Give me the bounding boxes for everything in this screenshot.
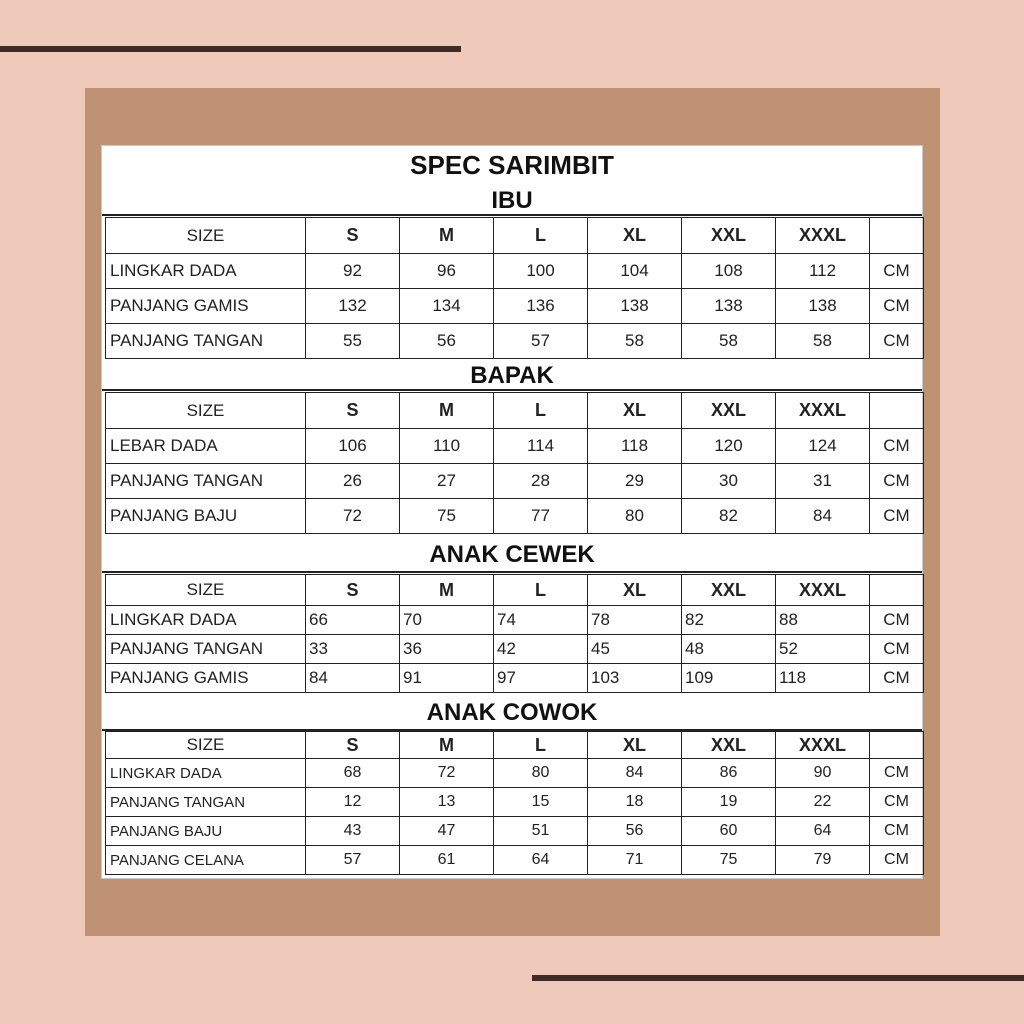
cell: 72 bbox=[306, 499, 400, 534]
cell: 28 bbox=[494, 464, 588, 499]
cell: 64 bbox=[776, 817, 870, 846]
cell: 56 bbox=[400, 324, 494, 359]
table-anak-cowok bbox=[105, 731, 924, 875]
cell: 124 bbox=[776, 429, 870, 464]
cell: 19 bbox=[682, 788, 776, 817]
unit-cell: CM bbox=[870, 429, 924, 464]
row-label: PANJANG BAJU bbox=[106, 817, 306, 846]
cell: 48 bbox=[682, 635, 776, 664]
size-header: SIZE bbox=[106, 575, 306, 606]
cell: 84 bbox=[588, 759, 682, 788]
cell: 106 bbox=[306, 429, 400, 464]
cell: 61 bbox=[400, 846, 494, 875]
size-m: M bbox=[400, 732, 494, 759]
cell: 138 bbox=[682, 289, 776, 324]
size-header: SIZE bbox=[106, 218, 306, 254]
unit-header-empty bbox=[870, 218, 924, 254]
cell: 132 bbox=[306, 289, 400, 324]
cell: 77 bbox=[494, 499, 588, 534]
cell: 97 bbox=[494, 664, 588, 693]
cell: 136 bbox=[494, 289, 588, 324]
cell: 12 bbox=[306, 788, 400, 817]
row-label: PANJANG GAMIS bbox=[106, 289, 306, 324]
cell: 100 bbox=[494, 254, 588, 289]
cell: 43 bbox=[306, 817, 400, 846]
table-row bbox=[106, 664, 924, 693]
row-label: PANJANG CELANA bbox=[106, 846, 306, 875]
cell: 91 bbox=[400, 664, 494, 693]
size-xxl: XXL bbox=[682, 218, 776, 254]
cell: 33 bbox=[306, 635, 400, 664]
table-row bbox=[106, 429, 924, 464]
cell: 88 bbox=[776, 606, 870, 635]
table-header-row bbox=[106, 732, 924, 759]
cell: 18 bbox=[588, 788, 682, 817]
row-label: PANJANG TANGAN bbox=[106, 635, 306, 664]
cell: 58 bbox=[682, 324, 776, 359]
size-s: S bbox=[306, 732, 400, 759]
table-anak-cewek bbox=[105, 574, 924, 693]
cell: 72 bbox=[400, 759, 494, 788]
cell: 60 bbox=[682, 817, 776, 846]
size-xl: XL bbox=[588, 732, 682, 759]
table-header-row bbox=[106, 393, 924, 429]
cell: 78 bbox=[588, 606, 682, 635]
size-s: S bbox=[306, 393, 400, 429]
row-label: PANJANG BAJU bbox=[106, 499, 306, 534]
cell: 70 bbox=[400, 606, 494, 635]
cell: 104 bbox=[588, 254, 682, 289]
table-row bbox=[106, 759, 924, 788]
cell: 80 bbox=[588, 499, 682, 534]
cell: 82 bbox=[682, 606, 776, 635]
cell: 80 bbox=[494, 759, 588, 788]
unit-cell: CM bbox=[870, 464, 924, 499]
size-m: M bbox=[400, 218, 494, 254]
cell: 110 bbox=[400, 429, 494, 464]
unit-cell: CM bbox=[870, 664, 924, 693]
cell: 66 bbox=[306, 606, 400, 635]
unit-header-empty bbox=[870, 575, 924, 606]
unit-cell: CM bbox=[870, 324, 924, 359]
cell: 90 bbox=[776, 759, 870, 788]
cell: 47 bbox=[400, 817, 494, 846]
unit-cell: CM bbox=[870, 289, 924, 324]
cell: 22 bbox=[776, 788, 870, 817]
row-label: LEBAR DADA bbox=[106, 429, 306, 464]
cell: 103 bbox=[588, 664, 682, 693]
size-xxl: XXL bbox=[682, 393, 776, 429]
cell: 120 bbox=[682, 429, 776, 464]
cell: 45 bbox=[588, 635, 682, 664]
table-ibu bbox=[105, 217, 924, 359]
section-title-bapak: BAPAK bbox=[102, 360, 922, 391]
table-row bbox=[106, 464, 924, 499]
cell: 86 bbox=[682, 759, 776, 788]
cell: 57 bbox=[494, 324, 588, 359]
chart-title: SPEC SARIMBIT bbox=[410, 150, 614, 180]
cell: 118 bbox=[776, 664, 870, 693]
table-row bbox=[106, 788, 924, 817]
cell: 75 bbox=[682, 846, 776, 875]
cell: 26 bbox=[306, 464, 400, 499]
cell: 51 bbox=[494, 817, 588, 846]
size-xxl: XXL bbox=[682, 575, 776, 606]
unit-header-empty bbox=[870, 393, 924, 429]
size-xl: XL bbox=[588, 575, 682, 606]
row-label: PANJANG TANGAN bbox=[106, 324, 306, 359]
cell: 57 bbox=[306, 846, 400, 875]
size-xl: XL bbox=[588, 218, 682, 254]
table-header-row bbox=[106, 218, 924, 254]
cell: 56 bbox=[588, 817, 682, 846]
size-l: L bbox=[494, 393, 588, 429]
size-xxxl: XXXL bbox=[776, 732, 870, 759]
cell: 55 bbox=[306, 324, 400, 359]
size-xxl: XXL bbox=[682, 732, 776, 759]
size-header: SIZE bbox=[106, 732, 306, 759]
cell: 27 bbox=[400, 464, 494, 499]
table-bapak bbox=[105, 392, 924, 534]
cell: 112 bbox=[776, 254, 870, 289]
unit-cell: CM bbox=[870, 759, 924, 788]
table-row bbox=[106, 289, 924, 324]
cell: 31 bbox=[776, 464, 870, 499]
table-row bbox=[106, 324, 924, 359]
cell: 108 bbox=[682, 254, 776, 289]
table-row bbox=[106, 846, 924, 875]
cell: 84 bbox=[306, 664, 400, 693]
size-s: S bbox=[306, 575, 400, 606]
unit-cell: CM bbox=[870, 254, 924, 289]
row-label: PANJANG TANGAN bbox=[106, 464, 306, 499]
size-s: S bbox=[306, 218, 400, 254]
cell: 109 bbox=[682, 664, 776, 693]
cell: 58 bbox=[776, 324, 870, 359]
size-m: M bbox=[400, 575, 494, 606]
cell: 64 bbox=[494, 846, 588, 875]
unit-cell: CM bbox=[870, 817, 924, 846]
cell: 92 bbox=[306, 254, 400, 289]
size-xl: XL bbox=[588, 393, 682, 429]
size-xxxl: XXXL bbox=[776, 218, 870, 254]
cell: 138 bbox=[588, 289, 682, 324]
cell: 29 bbox=[588, 464, 682, 499]
row-label: LINGKAR DADA bbox=[106, 759, 306, 788]
cell: 96 bbox=[400, 254, 494, 289]
table-header-row bbox=[106, 575, 924, 606]
table-row bbox=[106, 499, 924, 534]
cell: 58 bbox=[588, 324, 682, 359]
cell: 79 bbox=[776, 846, 870, 875]
row-label: PANJANG TANGAN bbox=[106, 788, 306, 817]
decorative-line-bottom bbox=[532, 975, 1024, 981]
size-xxxl: XXXL bbox=[776, 575, 870, 606]
unit-cell: CM bbox=[870, 635, 924, 664]
size-xxxl: XXXL bbox=[776, 393, 870, 429]
section-title-anak-cewek: ANAK CEWEK bbox=[102, 537, 922, 573]
decorative-line-top bbox=[0, 46, 461, 52]
table-row bbox=[106, 817, 924, 846]
cell: 118 bbox=[588, 429, 682, 464]
cell: 84 bbox=[776, 499, 870, 534]
row-label: LINGKAR DADA bbox=[106, 254, 306, 289]
cell: 13 bbox=[400, 788, 494, 817]
cell: 68 bbox=[306, 759, 400, 788]
cell: 71 bbox=[588, 846, 682, 875]
row-label: LINGKAR DADA bbox=[106, 606, 306, 635]
cell: 30 bbox=[682, 464, 776, 499]
cell: 134 bbox=[400, 289, 494, 324]
section-title-ibu: IBU bbox=[102, 185, 922, 216]
size-l: L bbox=[494, 218, 588, 254]
cell: 114 bbox=[494, 429, 588, 464]
row-label: PANJANG GAMIS bbox=[106, 664, 306, 693]
unit-cell: CM bbox=[870, 499, 924, 534]
size-l: L bbox=[494, 732, 588, 759]
unit-cell: CM bbox=[870, 788, 924, 817]
size-chart-sheet bbox=[101, 145, 923, 879]
unit-cell: CM bbox=[870, 846, 924, 875]
size-l: L bbox=[494, 575, 588, 606]
unit-cell: CM bbox=[870, 606, 924, 635]
cell: 75 bbox=[400, 499, 494, 534]
table-row bbox=[106, 254, 924, 289]
table-row bbox=[106, 606, 924, 635]
cell: 52 bbox=[776, 635, 870, 664]
unit-header-empty bbox=[870, 732, 924, 759]
cell: 74 bbox=[494, 606, 588, 635]
cell: 82 bbox=[682, 499, 776, 534]
cell: 138 bbox=[776, 289, 870, 324]
cell: 15 bbox=[494, 788, 588, 817]
section-title-anak-cowok: ANAK COWOK bbox=[102, 695, 922, 731]
cell: 36 bbox=[400, 635, 494, 664]
cell: 42 bbox=[494, 635, 588, 664]
size-header: SIZE bbox=[106, 393, 306, 429]
table-row bbox=[106, 635, 924, 664]
size-m: M bbox=[400, 393, 494, 429]
